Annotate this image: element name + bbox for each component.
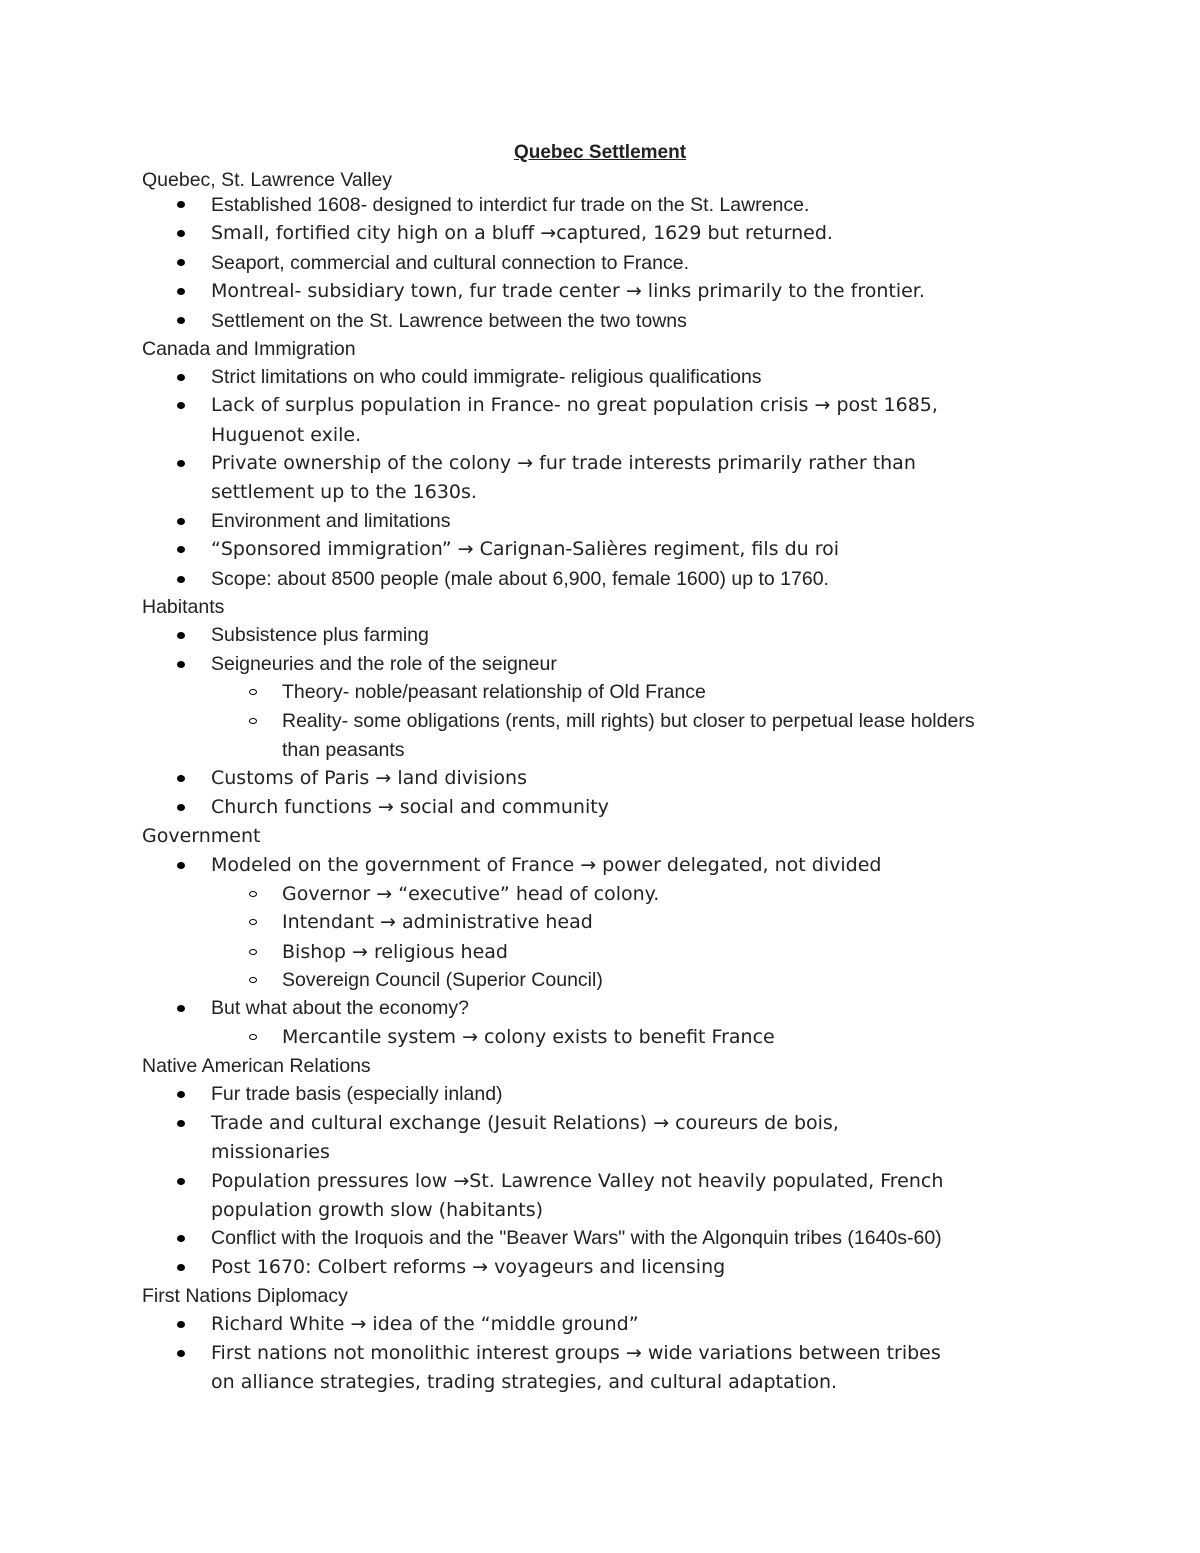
list-item-line: population growth slow (habitants) — [211, 1199, 544, 1221]
bullet-icon — [177, 460, 185, 467]
list-item: Customs of Paris → land divisions — [211, 767, 527, 789]
hollow-bullet-icon — [249, 891, 257, 897]
bullet-icon — [177, 230, 185, 237]
bullet-icon — [177, 1350, 185, 1357]
section-heading: Canada and Immigration — [142, 338, 356, 360]
bullet-icon — [177, 1178, 185, 1185]
list-item: Fur trade basis (especially inland) — [211, 1083, 503, 1105]
bullet-icon — [177, 1091, 185, 1098]
bullet-icon — [177, 1235, 185, 1242]
section-heading: Government — [142, 825, 261, 847]
bullet-icon — [177, 259, 185, 266]
list-item: But what about the economy? — [211, 997, 470, 1019]
hollow-bullet-icon — [249, 718, 257, 724]
bullet-icon — [177, 862, 185, 869]
list-item: Subsistence plus farming — [211, 624, 429, 646]
bullet-icon — [177, 1120, 185, 1127]
bullet-icon — [177, 374, 185, 381]
bullet-icon — [177, 402, 185, 409]
bullet-icon — [177, 317, 185, 324]
list-item: Strict limitations on who could immigrate- religious qualifications — [211, 366, 762, 388]
bullet-icon — [177, 546, 185, 553]
hollow-bullet-icon — [249, 949, 257, 955]
sub-list-item-line: Reality- some obligations (rents, mill rights) but closer to perpetual lease holders — [282, 710, 975, 732]
sub-list-item: Theory- noble/peasant relationship of Old France — [282, 681, 706, 703]
list-item-line: Private ownership of the colony → fur trade interests primarily rather than — [211, 452, 916, 474]
section-heading: First Nations Diplomacy — [142, 1285, 348, 1307]
list-item-line: settlement up to the 1630s. — [211, 481, 477, 503]
sub-list-item: Bishop → religious head — [282, 941, 508, 963]
list-item: Post 1670: Colbert reforms → voyageurs and licensing — [211, 1256, 726, 1278]
list-item: Conflict with the Iroquois and the "Beaver Wars" with the Algonquin tribes (1640s-60) — [211, 1227, 942, 1249]
hollow-bullet-icon — [249, 977, 257, 983]
sub-list-item: Mercantile system → colony exists to benefit France — [282, 1026, 775, 1048]
list-item-line: Population pressures low →St. Lawrence Valley not heavily populated, French — [211, 1170, 944, 1192]
list-item: Seaport, commercial and cultural connection to France. — [211, 252, 689, 274]
list-item: Settlement on the St. Lawrence between the two towns — [211, 310, 687, 332]
list-item: Seigneuries and the role of the seigneur — [211, 653, 557, 675]
list-item: Richard White → idea of the “middle ground” — [211, 1313, 639, 1335]
list-item: Church functions → social and community — [211, 796, 609, 818]
bullet-icon — [177, 804, 185, 811]
hollow-bullet-icon — [249, 689, 257, 695]
list-item: Established 1608- designed to interdict fur trade on the St. Lawrence. — [211, 194, 810, 216]
list-item-line: Huguenot exile. — [211, 424, 362, 446]
sub-list-item: Governor → “executive” head of colony. — [282, 883, 660, 905]
sub-list-item-line: than peasants — [282, 739, 405, 761]
list-item-line: Trade and cultural exchange (Jesuit Relations) → coureurs de bois, — [211, 1112, 839, 1134]
list-item: Scope: about 8500 people (male about 6,900, female 1600) up to 1760. — [211, 568, 829, 590]
bullet-icon — [177, 518, 185, 525]
section-heading: Native American Relations — [142, 1055, 371, 1077]
bullet-icon — [177, 775, 185, 782]
bullet-icon — [177, 576, 185, 583]
hollow-bullet-icon — [249, 1034, 257, 1040]
hollow-bullet-icon — [249, 919, 257, 925]
bullet-icon — [177, 1264, 185, 1271]
list-item-line: on alliance strategies, trading strategies, and cultural adaptation. — [211, 1371, 838, 1393]
section-heading: Habitants — [142, 596, 225, 618]
list-item-line: Lack of surplus population in France- no great population crisis → post 1685, — [211, 394, 938, 416]
list-item: Modeled on the government of France → power delegated, not divided — [211, 854, 882, 876]
section-heading: Quebec, St. Lawrence Valley — [142, 169, 393, 191]
bullet-icon — [177, 1005, 185, 1012]
bullet-icon — [177, 288, 185, 295]
list-item: Small, fortified city high on a bluff →captured, 1629 but returned. — [211, 222, 833, 244]
list-item: “Sponsored immigration” → Carignan-Salières regiment, fils du roi — [211, 538, 840, 560]
bullet-icon — [177, 201, 185, 208]
list-item-line: First nations not monolithic interest groups → wide variations between tribes — [211, 1342, 941, 1364]
bullet-icon — [177, 1321, 185, 1328]
bullet-icon — [177, 632, 185, 639]
page-title: Quebec Settlement — [513, 142, 687, 163]
sub-list-item: Intendant → administrative head — [282, 911, 593, 933]
list-item: Environment and limitations — [211, 510, 451, 532]
sub-list-item: Sovereign Council (Superior Council) — [282, 969, 603, 991]
list-item: Montreal- subsidiary town, fur trade center → links primarily to the frontier. — [211, 280, 925, 302]
list-item-line: missionaries — [211, 1141, 330, 1163]
bullet-icon — [177, 661, 185, 668]
